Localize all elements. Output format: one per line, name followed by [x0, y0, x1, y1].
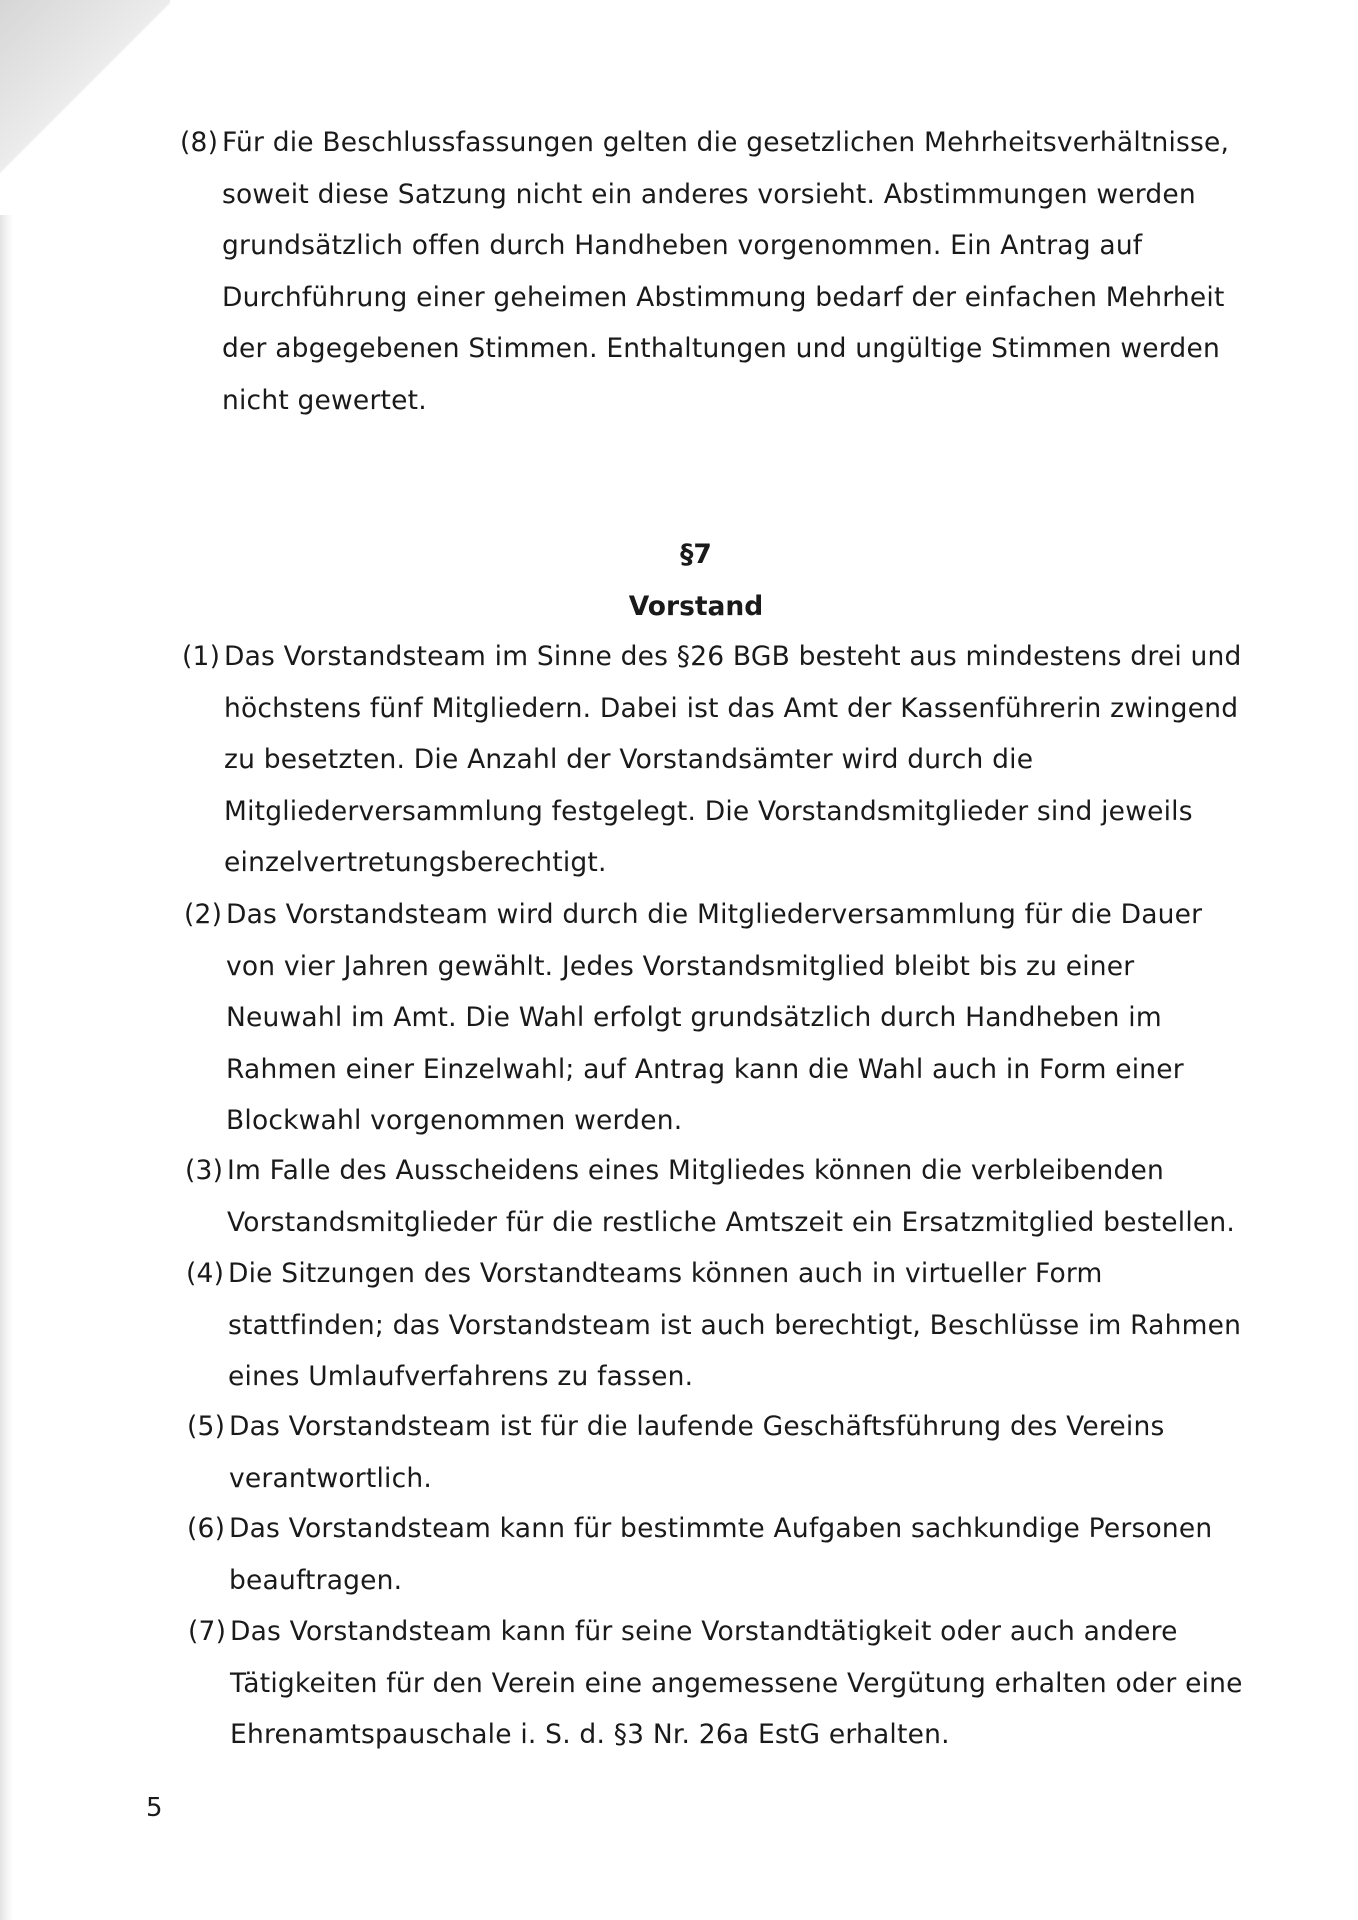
paragraph-number: (2): [184, 899, 223, 930]
paragraph-number: (8): [180, 127, 219, 158]
paragraph-text: Das Vorstandsteam im Sinne des §26 BGB besteht aus mindestens drei und höchstens fünf Mitgliedern. Dabei ist das Amt der Kassenführerin zwingend zu besetzten. Die Anzahl der Vorstandsämter wird durch die Mitgliederversammlung festgelegt. Die Vorstandsmitglieder sind jeweils einzelvertretungsberechtigt.: [224, 641, 1242, 878]
section7-paragraph-7: [188, 1606, 1262, 1761]
paragraph-text: Für die Beschlussfassungen gelten die gesetzlichen Mehrheitsverhältnisse, soweit diese Satzung nicht ein anderes vorsieht. Abstimmungen werden grundsätzlich offen durch Handheben vorgenommen. Ein Antrag auf Durchführung einer geheimen Abstimmung bedarf der einfachen Mehrheit der abgegebenen Stimmen. Enthaltungen und ungültige Stimmen werden nicht gewertet.: [222, 127, 1230, 416]
section7-paragraph-4: [186, 1248, 1260, 1403]
paragraph-8: [180, 117, 1257, 426]
scan-corner-shadow: [0, 0, 170, 210]
section7-paragraph-2: [184, 889, 1258, 1147]
paragraph-text: Das Vorstandsteam ist für die laufende Geschäftsführung des Vereins verantwortlich.: [229, 1411, 1165, 1494]
paragraph-number: (5): [187, 1411, 226, 1442]
scan-edge-shadow: [0, 215, 14, 1920]
section7-paragraph-6: [187, 1503, 1239, 1606]
paragraph-text: Im Falle des Ausscheidens eines Mitgliedes können die verbleibenden Vorstandsmitglieder für die restliche Amtszeit ein Ersatzmitglied bestellen.: [227, 1155, 1236, 1238]
paragraph-number: (6): [187, 1513, 226, 1544]
section-number: §7: [680, 539, 712, 570]
paragraph-number: (3): [185, 1155, 224, 1186]
section7-paragraph-3: [185, 1145, 1259, 1248]
page-number: 5: [146, 1793, 163, 1823]
paragraph-text: Das Vorstandsteam wird durch die Mitgliederversammlung für die Dauer von vier Jahren gewählt. Jedes Vorstandsmitglied bleibt bis zu einer Neuwahl im Amt. Die Wahl erfolgt grundsätzlich durch Handheben im Rahmen einer Einzelwahl; auf Antrag kann die Wahl auch in Form einer Blockwahl vorgenommen werden.: [226, 899, 1203, 1136]
paragraph-number: (4): [186, 1258, 225, 1289]
section-title: Vorstand: [628, 591, 764, 622]
section7-paragraph-1: [182, 631, 1268, 889]
paragraph-text: Das Vorstandsteam kann für seine Vorstandtätigkeit oder auch andere Tätigkeiten für den Verein eine angemessene Vergütung erhalten oder eine Ehrenamtspauschale i. S. d. §3 Nr. 26a EstG erhalten.: [230, 1616, 1243, 1750]
paragraph-text: Das Vorstandsteam kann für bestimmte Aufgaben sachkundige Personen beauftragen.: [229, 1513, 1213, 1596]
section7-paragraph-5: [187, 1401, 1229, 1504]
paragraph-number: (7): [188, 1616, 227, 1647]
paragraph-number: (1): [182, 641, 221, 672]
paragraph-text: Die Sitzungen des Vorstandteams können auch in virtueller Form stattfinden; das Vorstandsteam ist auch berechtigt, Beschlüsse im Rahmen eines Umlaufverfahrens zu fassen.: [228, 1258, 1242, 1392]
